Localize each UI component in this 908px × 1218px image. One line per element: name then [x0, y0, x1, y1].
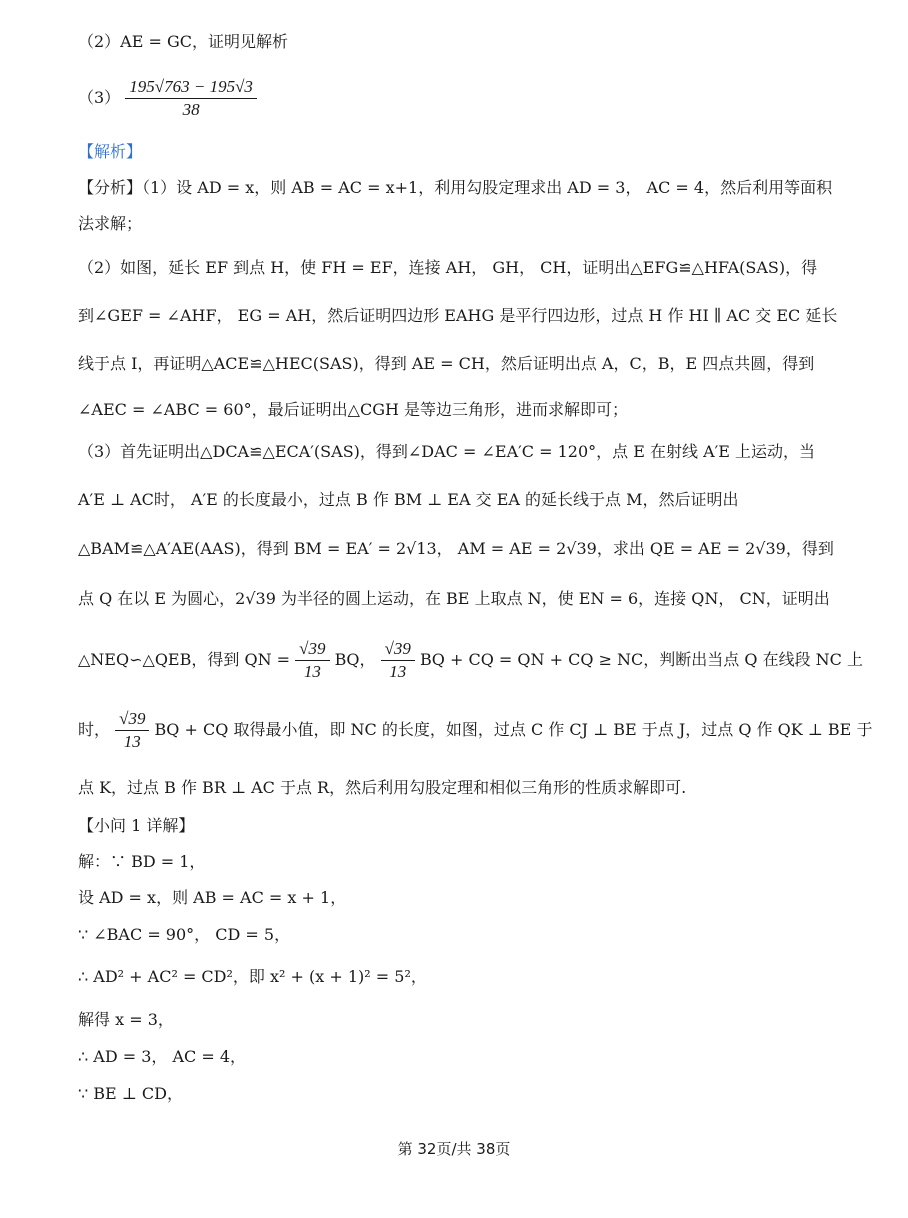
solution-line-6: ∴ AD = 3， AC = 4， — [78, 1047, 247, 1066]
solution-line-1: 解：∵ BD = 1， — [78, 852, 206, 871]
analysis-line-11 — [78, 636, 864, 684]
fraction-denominator: 13 — [303, 662, 321, 681]
answer-3-numerator: 195√763 − 195√3 — [125, 76, 257, 99]
analysis-line-9: △BAM≌△A′AE(AAS)，得到 BM = EA′ = 2√13， AM = AE = 2√39，求出 QE = AE = 2√39，得到 — [78, 539, 834, 558]
subquestion-1-heading: 【小问 1 详解】 — [78, 816, 195, 835]
analysis-line-1: 【分析】（1）设 AD = x，则 AB = AC = x+1，利用勾股定理求出 AD = 3， AC = 4，然后利用等面积 — [78, 178, 833, 197]
fraction-numerator: √39 — [295, 638, 329, 661]
solution-line-5: 解得 x = 3， — [78, 1010, 174, 1029]
fraction-sqrt39-over-13 — [115, 708, 149, 753]
section-analysis-heading: 【解析】 — [78, 142, 143, 161]
analysis-line-12 — [78, 706, 873, 754]
answer-3-fraction — [125, 76, 257, 121]
fraction-sqrt39-over-13 — [295, 638, 329, 683]
analysis-line-7: （3）首先证明出△DCA≌△ECA′(SAS)，得到∠DAC = ∠EA′C = 120°，点 E 在射线 A′E 上运动，当 — [78, 442, 816, 461]
fraction-numerator: √39 — [381, 638, 415, 661]
page-footer: 第 32页/共 38页 — [397, 1140, 511, 1158]
answer-2: （2）AE = GC，证明见解析 — [78, 32, 289, 51]
fraction-sqrt39-over-13 — [381, 638, 415, 683]
solution-line-2: 设 AD = x，则 AB = AC = x + 1， — [78, 888, 347, 907]
answer-3-label: （3） — [78, 88, 121, 107]
analysis-line-8: A′E ⊥ AC时， A′E 的长度最小，过点 B 作 BM ⊥ EA 交 EA 的延长线于点 M，然后证明出 — [78, 490, 739, 509]
analysis-line-3: （2）如图，延长 EF 到点 H，使 FH = EF，连接 AH， GH， CH，证明出△EFG≌△HFA(SAS)，得 — [78, 258, 818, 277]
fraction-denominator: 13 — [389, 662, 407, 681]
analysis-line-5: 线于点 I，再证明△ACE≌△HEC(SAS)，得到 AE = CH，然后证明出点 A，C，B，E 四点共圆，得到 — [78, 354, 815, 373]
analysis-line-10: 点 Q 在以 E 为圆心，2√39 为半径的圆上运动，在 BE 上取点 N，使 EN = 6，连接 QN， CN，证明出 — [78, 589, 830, 608]
analysis-line-4: 到∠GEF = ∠AHF， EG = AH，然后证明四边形 EAHG 是平行四边形，过点 H 作 HI ∥ AC 交 EC 延长 — [78, 306, 838, 325]
similar-triangles-text: △NEQ∽△QEB，得到 QN = — [78, 650, 291, 669]
solution-line-4: ∴ AD² + AC² = CD²，即 x² + (x + 1)² = 5²， — [78, 967, 427, 986]
fraction-numerator: √39 — [115, 708, 149, 731]
solution-line-3: ∵ ∠BAC = 90°， CD = 5， — [78, 925, 291, 944]
analysis-line-2: 法求解； — [78, 214, 143, 233]
inequality-text: BQ + CQ = QN + CQ ≥ NC，判断出当点 Q 在线段 NC 上 — [420, 650, 864, 669]
analysis-line-13: 点 K，过点 B 作 BR ⊥ AC 于点 R，然后利用勾股定理和相似三角形的性质求解即可. — [78, 778, 687, 797]
bq-text: BQ， — [334, 650, 376, 669]
analysis-line-6: ∠AEC = ∠ABC = 60°，最后证明出△CGH 是等边三角形，进而求解即可； — [78, 400, 629, 419]
answer-3 — [78, 74, 838, 122]
minimum-text: BQ + CQ 取得最小值，即 NC 的长度，如图，过点 C 作 CJ ⊥ BE 于点 J，过点 Q 作 QK ⊥ BE 于 — [154, 720, 873, 739]
fraction-denominator: 13 — [123, 732, 141, 751]
when-text: 时， — [78, 720, 111, 739]
answer-3-denominator: 38 — [182, 100, 200, 119]
solution-line-7: ∵ BE ⊥ CD， — [78, 1084, 183, 1103]
